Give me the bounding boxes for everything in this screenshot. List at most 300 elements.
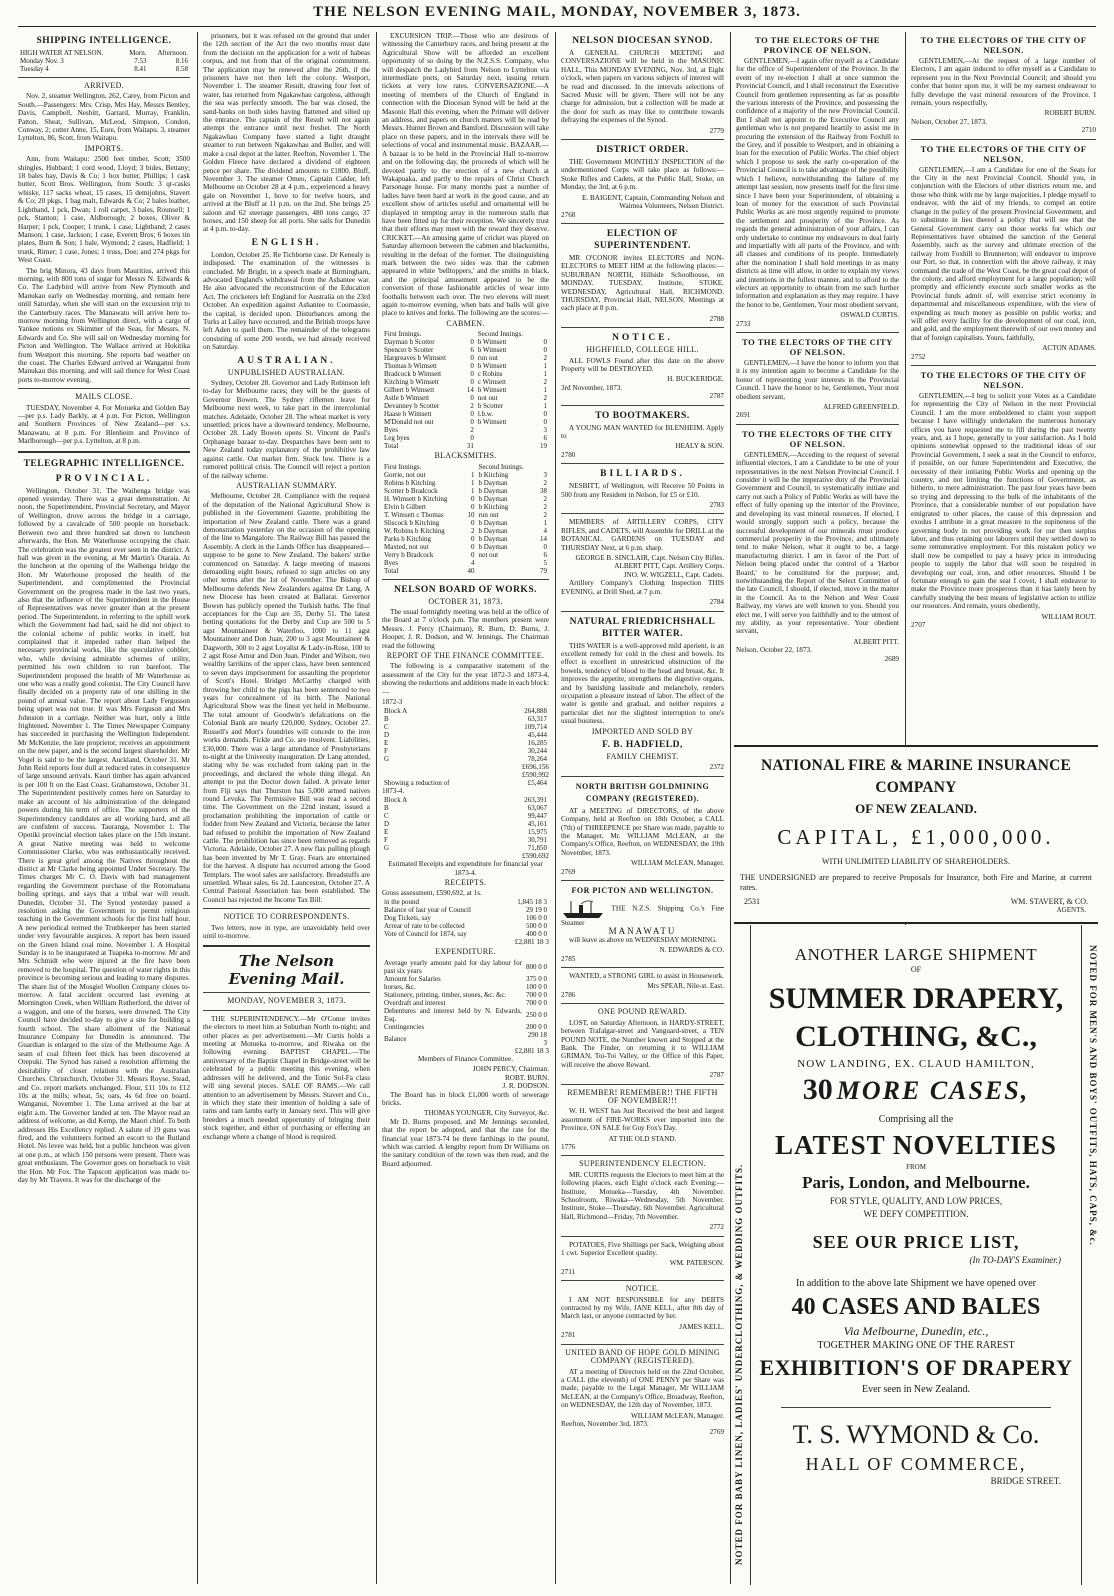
table-cell: T. Wimsett c Thomas [384,510,444,519]
table-row [382,346,549,354]
drapery-count: 30 [802,1073,833,1106]
table-cell: 0 [470,550,475,559]
correspondents-text: Two letters, now in type, are unavoidably held over until to-morrow. [203,923,370,941]
artillery-close: Artillery Company's Clothing Inspection THIS EVENING, at Drill Shed, at 7 p.m. [561,579,724,596]
wanted-text: WANTED, a STRONG GIRL to assist in Housework. [569,972,724,981]
table-row [382,442,549,450]
table-cell: Dayman b Scotter [384,338,435,347]
divider [561,1003,724,1004]
table-cell: 14 [466,386,474,395]
insurance-advertisement [734,745,1098,924]
table-cell: b Dayman [478,534,508,543]
divider [561,405,724,406]
table-cell: 38 [540,486,547,495]
table-cell: 31 [466,442,474,451]
electors-heading: TO THE ELECTORS OF THE CITY OF NELSON. [920,370,1087,390]
superintendency-text: MR. CURTIS requests the Electors to meet him at the following places, each Eight o'clock each Evening:— Institute, Motueka—Tuesday, 4th November. Schoolroom, Riwaka—Wednesday, 5th November. Institute, Stoke—Thursday, 6th November. Agricultural Hall, Richmond—Friday, 7th November. [561,1170,724,1221]
electors-text: GENTLEMEN,—Acceding to the request of several influential electors, I am a Candidate to be one of your representatives in the next Nelson Provincial Council. I consider it will be the imperative duty of the Provincial Government and Council, to systematically initiate and carry out such a Policy of Public Works as will have the effect of fully opening up the interior of the Province, and developing its vast mineral resources. If elected, I would strongly support such a policy, because the successful development of our minerals must produce commercial prosperity in the Province, and ultimately tend to make Nelson, what it ought to be, a large manufacturing district. I am in favor of the Port of Nelson being placed under the control of a 'Harbor Board,' to be constituted for the purpose; and, notwithstanding the Report of the Select Committee of the late Council, I should, if elected, move in the matter in the Council. As to the Nelson and West Coast Railway, my views are well known to you. Should you elect me, I will serve you faithfully and to the utmost of my ability, as your representative. Your obedient servant, [736,450,899,636]
australian-text: Sydney, October 28. Governor and Lady Robinson left to-day for Melbourne races; they will be the guests of Governor Bowen. The Sydney riflemen leave for Melbourne next week, to take part in the intercolonial matches. Adelaide, October 28. The wheat market is very unsettled; prices have a downward tendency. Melbourne, October 28. Lady Bowen opens St. Vincent de Paul's Orphanage bazaar to-day. Despatches have been sent to New Zealand today explanatory of the prohibitive law against cattle. Oat market firm. Stock low. There is a rumored political crisis. The Council will reject a portion of the railway scheme. [203,379,370,480]
table-cell: Overdraft and interest [384,998,446,1007]
band-of-hope-date: Reefton, November 3rd, 1873. [561,1419,649,1428]
table-row [382,402,549,410]
table-cell: Dog Tickets, say [384,913,431,922]
table-cell: 1 [470,478,475,487]
table-row [382,426,549,434]
notice-sub: HIGHFIELD, COLLEGE HILL. [586,345,699,355]
table-cell: 0 [470,494,475,503]
bitter-water-text: THIS WATER is a well-approved mild aperient, is an excellent remedy for cold in the chest and bowels. Its effect is excellent in unrestricted obstruction of the bowels, tendency of blood to the head and breast, &c. It improves the appetite, strengthens the digestive organs, and by banishing lassitude and melancholy, renders occupation a pleasure instead of labor. The effect of the water is gentle and gradual, and neither requires a particular diet nor the slightest interruption to one's usual business. [561,641,724,726]
cabmen-heading: CABMEN. [446,318,485,328]
ad-number: 2772 [709,1223,724,1232]
table-row [382,434,549,442]
table-cell: Byes [384,426,398,435]
table-row [382,386,549,394]
column-divider [730,32,731,1584]
table-cell: H. Wimsett b Kitching [384,494,448,503]
table-cell: b Dayman [478,526,508,535]
table-cell: b Dayman [478,542,508,551]
column-advertisements [561,32,724,1584]
table-cell: E [384,827,389,836]
table-cell: 2 [543,494,547,503]
drapery-line: Via Melbourne, Dunedin, etc., [843,1324,989,1338]
drapery-line: TOGETHER MAKING ONE OF THE RAREST [817,1340,1015,1351]
band-of-hope-sign: WILLIAM McLEAN, Manager. [630,1411,724,1420]
drapery-line: SEE OUR PRICE LIST, [812,1232,1020,1252]
surveyor-sign: THOMAS YOUNGER, City Surveyor, &c. [423,1109,549,1118]
ad-number: 2689 [884,654,899,663]
table-row [382,487,549,495]
table-cell: 264,888 [524,706,547,715]
electors-heading: TO THE ELECTORS OF THE CITY OF NELSON. [742,337,893,357]
table-cell: B [384,803,389,812]
table-cell: run out [477,354,498,363]
table-cell: 6 [470,346,474,355]
insurance-sign: WM. STAVERT, & CO. [1010,897,1088,906]
table-row [382,755,549,763]
table-cell: 45,161 [527,819,547,828]
table-cell: b Kitching [478,470,509,479]
divider [203,992,370,993]
electors-heading: TO THE ELECTORS OF THE CITY OF NELSON. [920,35,1087,55]
bitter-seller: F. B. HADFIELD, [602,739,683,750]
notice2-heading: NOTICE. [625,1284,660,1294]
table-cell: Parks b Kitching [384,534,432,543]
table-row [382,914,549,922]
table-cell: Haase b Wimsett [384,410,432,419]
committee-member: ROBT. BURN. [505,1073,549,1082]
remember-place: AT THE OLD STAND. [608,1134,677,1143]
drapery-line: WE DEFY COMPETITION. [863,1209,969,1219]
ad-number: 1776 [561,1142,576,1151]
divider [203,908,370,909]
ad-number: 2768 [561,210,576,219]
table-cell: Stationery, printing, timber, stones, &c. &c. [384,990,507,999]
expenditure-total: £2,881 18 3 [514,1046,549,1055]
table-cell: F [384,746,388,755]
table-cell: D [384,819,390,828]
table-row [382,747,549,755]
electors-heading: TO THE ELECTORS OF THE CITY OF NELSON. [742,428,893,449]
table-cell: Amount for Salaries [384,974,441,983]
column-divider [197,32,198,1584]
masthead: THE NELSON EVENING MAIL, MONDAY, NOVEMBER 3, 1873. [313,4,801,20]
table-row [382,519,549,527]
table-row [382,394,549,402]
ad-number: 2780 [561,450,576,459]
table-cell: b Dayman [478,494,508,503]
electors-sign: OSWALD CURTIS. [840,311,899,320]
reward-text: LOST, on Saturday Afternoon, in HARDY-STREET, between Trafalgar-street and Vanguard-street, a TEN POUND NOTE, the Number known and Stopped at the Bank. The Finder, on returning it to WILLIAM GRIMAN, Toi-Toi Valley, or the Office of this Paper, will receive the above Reward. [561,1018,724,1069]
blacksmiths-score-table [382,463,549,575]
table-row [382,922,549,930]
blacksmiths-heading: BLACKSMITHS. [434,451,497,461]
high-water-label: HIGH WATER AT NELSON. [20,49,104,57]
electors-heading: TO THE ELECTORS OF THE CITY OF NELSON. [920,143,1087,164]
committee-heading: Members of Finance Committee. [417,1054,513,1063]
notice-text: ALL FOWLS Found after this date on the above Property will be DESTROYED. [561,356,724,373]
table-cell: 106 0 0 [526,913,547,922]
divider [561,1084,724,1085]
table-cell: Hargreaves b Wimsett [384,354,447,363]
table-row [382,930,549,938]
table-cell: 19 [540,442,547,451]
band-of-hope-heading: UNITED BAND OF HOPE GOLD MINING COMPANY (REGISTERED). [565,1347,720,1366]
total-1872: £696,156 [522,762,549,771]
divider [561,611,724,612]
table-row [382,551,549,559]
drapery-line: LATEST NOVELTIES [775,1130,1057,1160]
table-cell [476,559,535,567]
table-cell: 2 [543,510,547,519]
ad-number: 2784 [709,598,724,607]
ad-number: 2781 [561,1331,576,1340]
table-cell: Balance of last year of Council [384,905,471,914]
table-cell: Total [384,442,399,451]
divider [561,223,724,224]
electors-date: Nelson, October 27, 1873. [911,117,987,126]
divider [203,1010,370,1011]
shipping-heading: SHIPPING INTELLIGENCE. [36,36,172,46]
drapery-line: Comprising all the [878,1114,954,1125]
table-cell: 0 [543,338,547,347]
australian-summary-heading: AUSTRALIAN SUMMARY. [236,480,337,490]
table-cell: 1 [543,402,547,411]
table-row [382,567,549,575]
correspondents-heading: NOTICE TO CORRESPONDENTS. [223,912,350,922]
table-cell: Block A [384,795,408,804]
table-cell: 800 0 0 [526,962,547,971]
divider [561,463,724,464]
divider [561,776,724,777]
table-cell: not out [477,394,498,403]
hw-aft: 8.58 [175,65,188,73]
table-cell: 1 [543,386,547,395]
picton-text2: will leave as above on WEDNESDAY MORNING. [569,935,718,944]
table-cell: G [384,754,390,763]
remember-heading: REMEMBER! REMEMBER!! THE FIFTH OF NOVEMBER!!! [567,1087,718,1105]
notice-date: 3rd November, 1873. [561,383,623,392]
column-divider [555,32,556,1584]
election-text: MR O'CONOR invites ELECTORS and NON-ELECTORS to MEET HIM at the following places:— SUBURBAN NORTH, Hillside Schoolhouse, on MONDAY. TUESDAY, Institute, STOKE. WEDNESDAY, Agricultural Hall, RICHMOND. THURSDAY, Provincial Hall, NELSON. Meetings at each place at 8 p.m. [561,253,724,313]
table-row [382,804,549,812]
table-row [382,1031,549,1047]
potatoes-sign: WM. PATERSON. [669,1259,724,1268]
editorial-text: THE SUPERINTENDENCY.—Mr O'Conor invites the electors to meet him at Suburban North to-night; and other places as per advertisement.—Mr Curtis holds a meeting at Motueka to-morrow, and Riwaka on the following evening. BAPTIST CHAPEL.—The anniversary of the Baptist Chapel in Bridge-street will be celebrated by a public meeting this evening, when addresses will be delivered, and the Tonic Sol-Fa class will sing several pieces. SALE OF RAMS.—We call attention to an advertisement by Messrs. Stavert and Co., in which they state their intention of holding a sale of rams and ram lambs early in January next. This will give breeders a much needed opportunity of bringing their stock together, and either of purchasing or effecting an exchange where a change of blood is required. [203,1014,370,1141]
electors-heading: TO THE ELECTORS OF THE PROVINCE OF NELSON. [755,35,880,55]
electors-date: Nelson, October 22, 1873. [736,646,812,655]
column-cables [203,32,370,1584]
table-row [382,828,549,836]
billiards-text: NESBITT, of Wellington, will Receive 50 Points in 500 from any Resident in Nelson, for £5 or £10. [561,482,724,499]
table-cell: b Wimsett [477,418,507,427]
australian-heading: AUSTRALIAN. [237,355,336,366]
divider [736,332,899,333]
table-cell: Arrear of rate to be collected [384,921,465,930]
table-cell: M'Donald not out [384,418,434,427]
notice-sign: H. BUCKERIDGE. [667,375,724,384]
board-resolution: Mr D. Burns proposed, and Mr Jennings seconded, that the report be adopted, and that the rate for the financial year 1873-74 be three farthings in the pound, which was carried. A lengthy report from Dr Williams on the sanitary condition of the town was then read, and the Board adjourned. [382,1117,549,1168]
divider [18,388,190,389]
arrived-text: Nov. 2, steamer Wellington, 262, Carey, from Picton and South.—Passengers: Mrs. Crisp, Mrs Hay, Messrs Bentley, Davis, Campbell, Nesbitt, Garrard, Murray, Franklin, Patton, Sheat, Sullivan, McLeod, Simpson, Condon, Conway, 2; cutter Anne, 15, Eure, from Waitapu. 3, steamer Lyttelton, 86, Scott, from Waitapu. [18,92,190,143]
table-cell: B [384,714,389,723]
column-divider [376,32,377,1584]
table-cell: 79 [540,566,547,575]
goldmining-sign: WILLIAM McLEAN, Manager. [630,859,724,868]
divider [203,945,370,947]
table-cell: D [384,730,390,739]
remember-text: W. H. WEST has Just Received the best and largest assortment of FIRE-WORKS ever imported into the Province, ON SALE for Guy Fox's Day. [561,1107,724,1133]
table-cell: 78,264 [527,754,547,763]
table-cell: 2 [543,378,547,387]
table-cell: Gorrie, not out [384,470,426,479]
table-cell: Average yearly amount paid for day labour for past six years [384,958,522,975]
divider [736,424,899,425]
table-row [382,378,549,386]
table-cell: C [384,811,389,820]
table-cell: Verry b Bradcock [384,550,434,559]
wanted-sign: Mrs SPEAR, Nile-st. East. [647,982,724,991]
table-cell: 0 [470,542,475,551]
drapery-line: EXHIBITION'S OF DRAPERY [759,1355,1073,1380]
insurance-title: NATIONAL FIRE & MARINE INSURANCE COMPANY [760,757,1072,796]
drapery-street: BRIDGE STREET. [990,1476,1061,1486]
table-cell: Balance [384,1034,407,1043]
electors-text: GENTLEMEN,—I am a Candidate for one of the Seats for the City in the next Provincial Council. Should you, in conjunction with the Electors of other districts return me, and those who think with me by large majorities, I pledge myself to endeavor, with the aid of my friends, to compel an entire change in the policy of the present Provincial Government, and to substitute in lieu thereof a policy that will see that the General Government carry out those works for which our Representatives have obtained the sanction of the General Assembly, such as the survey and ultimate erection of the railway from Foxhill to Brunnerton; will endeavor to improve our Port, so that, in connection with the above railway, it may command the trade of the West Coast, be the great coal depot of the colony, and afford employment for a large population; will promptly and efficiently execute such smaller works as the Provincial funds admit of, will exercise strict economy in departmental and miscellaneous expenditure, with the view of expending as much money as possible on public works; and will offer every facility for the development of our coal, iron, and gold, and the employment therewith of our own money and that of foreign capitalists. Yours, faithfully, [911,165,1096,342]
table-cell [476,567,535,575]
table-cell: 0 [470,434,474,443]
table-row [382,503,549,511]
table-cell: 5 [543,558,547,567]
picton-heading: FOR PICTON AND WELLINGTON. [571,886,714,896]
table-cell: Robins b Kitching [384,478,436,487]
total-1873: £590,692 [522,851,549,860]
bootmakers-sign: HEALY & SON. [675,442,724,451]
table-cell: 63,317 [527,714,547,723]
potatoes-text: POTATOES, Five Shillings per Sack, Weighing about 1 cwt. Superior Excellent quality. [561,1240,724,1258]
ad-number: 2787 [709,1071,724,1080]
table-cell: 4 [543,526,547,535]
table-row [382,511,549,519]
election-heading: ELECTION OF SUPERINTENDENT. [594,228,691,251]
drapery-line: MORE CASES, [836,1076,1030,1105]
table-cell: Kitching b Wimsett [384,378,439,387]
finance-text: The following is a comparative statement of the assessment of the City for the year 1872-3 and 1873-4, showing the reductions and additions made in each block:— [382,662,549,696]
table-cell: not out [478,550,499,559]
drapery-line: NOW LANDING, EX. CLAUD HAMILTON, [797,1058,1035,1070]
drapery-line: (In TO-DAY'S Examiner.) [969,1255,1061,1265]
table-row [382,707,549,715]
table-cell: G [384,843,390,852]
drapery-advertisement [734,925,1098,1585]
ad-number: 2769 [709,1428,724,1437]
notice2-text: I AM NOT RESPONSIBLE for any DEBTS contracted by my Wife, JANE KELL, after 8th day of March last, or anyone contracted by her. [561,1295,724,1321]
expenditure-heading: EXPENDITURE. [435,947,496,957]
ad-number: 2691 [736,411,751,420]
table-cell: b Kitching [478,502,509,511]
drapery-line: FOR STYLE, QUALITY, AND LOW PRICES, [829,1196,1003,1206]
committee-member: J. R. DODSON. [502,1082,549,1091]
table-cell: 1 [543,370,547,379]
assessment-1872-table [382,707,549,763]
table-cell: 2 [470,426,474,435]
electors-text: GENTLEMEN,—I have the honor to inform you that it is my intention again to become a Candidate for the honor of representing your interests in the Provincial Council. I have the honor to be, Gentlemen, Your most obedient servant, [736,359,899,401]
table-cell: 700 0 0 [526,990,547,999]
drapery-line: ANOTHER LARGE SHIPMENT [794,945,1038,964]
electors-sign: ACTON ADAMS. [1042,344,1096,353]
hw-aft: 8.16 [175,57,188,65]
provincial-heading: PROVINCIAL. [55,473,153,484]
table-cell: 2 [543,394,547,403]
electors-sign: ROBERT BURN. [1044,109,1096,118]
table-cell: 1 [543,518,547,527]
table-cell: 15,975 [527,827,547,836]
table-cell: b Dayman [478,486,508,495]
table-cell: 0 [470,410,474,419]
ad-number: 2733 [736,319,751,328]
ad-number: 2786 [561,990,576,999]
assessment-1873-table [382,796,549,852]
insurance-agents: AGENTS. [1056,906,1086,914]
table-cell: 290 18 3 [527,1030,547,1047]
table-cell: in the pound [384,897,419,906]
drapery-line: CLOTHING, &C., [795,1020,1037,1053]
drapery-line: Ever seen in New Zealand. [861,1384,970,1395]
table-cell: 63,067 [527,803,547,812]
table-cell: 2 [543,354,547,363]
synod-text: A GENERAL CHURCH MEETING and CONVERSAZIONE will be held in the MASONIC HALL, This MONDAY EVENING, Nov. 3rd, at Eight o'clock, when papers on various subjects of interest will be read and discussed. In the intervals selections of Sacred Music will be given. There will not be any charge for admission, but a collection will be made at the door for such as may like to contribute towards defraying the expenses of the Synod. [561,49,724,125]
ad-number: 2531 [744,897,760,906]
table-cell: b Dayman [478,518,508,527]
picton-sign: N. EDWARDS & CO. [659,946,724,955]
expenditure-table [382,959,549,1047]
ad-number: 2787 [709,392,724,401]
bitter-chemist: FAMILY CHEMIST. [606,751,679,761]
drapery-line: FROM [906,1163,926,1171]
table-row [382,731,549,739]
table-cell: b Wimsett [477,338,507,347]
goldmining-heading: NORTH BRITISH GOLDMINING COMPANY (REGISTERED). [575,781,710,803]
ad-number: 2769 [561,867,576,876]
table-cell: 45,444 [527,730,547,739]
table-cell [476,434,536,442]
table-row [382,418,549,426]
table-row [382,715,549,723]
cabmen-score-table [382,330,549,450]
divider [561,1236,724,1237]
electors-text: GENTLEMEN,—I beg to solicit your Votes as a Candidate for representing the City of Nelson in the next Provincial Council. I am the more emboldened to claim your support because I have willingly undertaken the numerous honorary offices you have requested me to fill during the past twenty years, and, as I hope, generally to your satisfaction. As I hold opinions somewhat opposed to the traditional ideas of our Provincial Government, I seek a seat in the Council to enforce, if possible, on our future Superintendent and Executive, the necessity of their initiating Public Works and opening up the country, and not limiting the functions of Government, as hitherto, to mere administration. The past four years have been so trying and depressing to the bulk of the inhabitants of the Province, that a considerable number of our population have emigrated to other places, the cause of this depression and exodus I attribute in a great measure to the supineness of the governing body in not providing work for our then surplus labor, and thus retaining our laborers until they settled down to some remunerative employment. For this mistaken policy we shall now be compelled to pay a heavy price in introducing people to supply the labor that will soon be required in developing our coal, iron, and other resources. Should I be fortunate enough to gain the seat I covet, I shall endeavor to make the Province more prosperous than it has lately been by carefully studying the best means of legislative action to utilize our resources. And remain, yours obediently, [911,392,1096,611]
divider [561,880,724,881]
table-row [382,495,549,503]
table-cell: run out [478,510,499,519]
goldmining-text: AT a MEETING of DIRECTORS, of the above Company, held at Reefton on 18th October, a CALL (7th) of THREEPENCE per Share was made, payable to the Manager, Mr. WILLIAM McLEAN, at the Company's Office, Reefton, on WEDNESDAY, the 19th November, 1873. [561,806,724,857]
table-row [382,354,549,362]
table-cell: 0 [470,502,475,511]
australian-summary-text: Melbourne, October 28. Compliance with the request of the deputation of the National Agricultural Show is published in the Government Gazette, prohibiting the importation of New Zealand cattle. There was a grand demonstration yesterday on the occasion of the opening of the line to Mangalore. The Railway Bill has passed the Assembly. A clerk in the Lands Office has disappeared—suppose to be gone to New Zealand. The bakers' strike commenced on Saturday. A large meeting of masons demanding eight hours, refused to sign articles on any other terms after the 1st of November. The Bishop of Melbourne defends New Zealanders against Dr Lang. A new Diocese has been created at Ballarat. Governor Bowen has publicly opened the Turkish baths. The final acceptances for the Cup are 35, Derby 51. The latest betting quotations for the Derby and Cup are 500 to 5 agst Mountaineer & Waterloo, 1000 to 11 agst Mountaineer and Don Juan, 200 to 3 agst Mountaineer & Dagworth, 300 to 2 agst Loyalist & Lady-in-Rose, 100 to 2 agst Rose Amur and Don Juan. Pinder and Wilson, two wealthy larrikins of the upper class, have been sentenced to seven days imprisonment for assaulting the proprietor of Scott's Hotel. Bridget McCarthy charged with throwing her child to the pigs has been sentenced to two years for concealment of its birth. The National Agricultural Show was the finest yet held in Melbourne. The total amount of Goodwin's defalcations on the Colonial Bank are nearly £20,000. Sydney, October 27. Russell's and Mort's foundries will concede to the iron works demands. Fickle and Co. are insolvent. Liabilities, £30,000. There was a large attendance of Presbyterians to-night at the University inauguration. Dr Lang attended, stating why he was excluded from taking part in the proceedings, and declared the whole thing illegal. An attempt to put the Doctor down failed. A private letter from Fiji says that Thurston has 5,000 armed natives round Levuka. The Permissive Bill was read a second time. The Government on the 22nd instant, issued a proclamation prohibiting the importation of cattle or fodder from New Zealand and Victoria, because the latter had refused to prohibit the importation of New Zealand cattle. The prohibition has since been removed as regards Victoria. Adelaide, October 27. A new flax pulling plough has been invented by Mr T. Gray. Fears are entertained for the harvest. A dispute has occurred among the Good Templars. The wool sales are satisfactory. Breadstuffs are unsettled. Wheat sales, 6s 2d. Launceston, October 27. A Central Pastoral Association has been established. The Council has rejected the Income Tax Bill. [203,492,370,904]
table-cell: 375 0 0 [526,974,547,983]
paper-date: MONDAY, NOVEMBER 3, 1873. [227,996,346,1006]
divider [561,513,724,514]
divider [911,365,1096,366]
table-cell: 1,845 18 3 [517,897,547,906]
committee-member: JOHN PERCY, Chairman. [472,1065,549,1074]
innings-col: Second Innings. [477,330,523,339]
picton-ship: MANAWATU [608,926,677,937]
reduction-row [382,779,549,787]
bootmakers-text: A YOUNG MAN WANTED for BLENHEIM. Apply to [561,423,724,440]
district-heading: DISTRICT ORDER. [596,145,689,156]
board-date: OCTOBER 31, 1873. [428,596,503,606]
line-1872: £590,992 [522,770,549,779]
table-cell: 0 [470,338,474,347]
table-cell: Leg byes [384,434,410,443]
table-row [382,1007,549,1023]
table-cell: 4 [470,558,475,567]
table-cell: 29 19 0 [526,905,547,914]
table-row [382,362,549,370]
board-heading: NELSON BOARD OF WORKS. [394,584,537,595]
table-cell: 1 [543,362,547,371]
billiards-heading: BILLIARDS. [600,469,685,480]
table-row [382,479,549,487]
divider [911,139,1096,140]
ad-number: 2752 [911,352,926,361]
table-row [382,898,549,906]
picton-text: THE N.Z.S. Shipping Co.'s Fine Steamer [561,904,724,928]
vertical-banner-right: NOTED FOR MEN'S AND BOYS' OUTFITS, HATS, CAPS, &c. [1088,945,1098,1246]
telegraphic-text: Wellington, October 31. The Waihenga bridge was opened yesterday. There was a great demonstration. At noon, the Superintendent, Provincial Secretary, and Mayor of Wellington, drove across the bridge in a carriage, followed by a cavalcade of 500 people on horseback. Between two and three hundred sat down to luncheon afterwards, the Hon. Mr Waterhouse occupying the chair. The celebration was the greatest ever seen in the district. A ball was given in the evening, at Mr Martin's Otaraia. At the luncheon at the opening of the Waihenga bridge the Hon. Mr Waterhouse proposed the health of the Superintendent, and complimented the Provincial Government on the progress made in the last two years, also that the influence of the Superintendent in the House of Representatives was never greater than at the present period. The Superintendent, in referring to the uphill work which the Government had had, said he did not object to the colonial scheme of public works in itself, but complained that it impeded rather than helped the necessary provincial works, like the speculative cobbler, who, while devising admirable schemes of utility, permitted his own children to run barefoot. The Superintendent proposed the health of Mr Waterhouse as one who was a really good colonist. The City Council have finally decided on a property rate of one shilling in the pound of annual value. The report about Lady Fergusson being upset was not true. It was Mrs Ferguson and Mrs Johnston in a carriage. Neither was hurt, only a little frightened. November 1. The Times Newspaper Company has succeeded in purchasing the Wellington Independent. Mr McKenzie, the late proprietor, receives an appointment on the new paper, and is the second largest shareholder. Mr Vogel is said to be the largest. Auckland, October 31. Mr John Reid reports four dull at reduced rates in consequence of large unsound arrivals. Kauri timber has again advanced is per 100 ft on the East Coast. Grahamstown, October 31. The Superintendent positively comes here on Saturday to make an account of his administration of the delegated powers during his term of office. The supporters of the Superintendency candidates are all working hard, and all are confident of success. Tauranga, November 1. The Opotiki provincial election takes place on the 15th instant. A great Native meeting was held to welcome Commissioner Clarke, who was enthusiastically received. There is great grief among the Natives throughout the district at Mr Clarke being appointed Under Secretary. The Times charges Mr C. O. Davis with bad management regarding the Government purchase of the Rotomahana boiling springs, and says that a tribal war will result. Dunedin, October 31. The Synod yesterday passed a resolution asking the Government to permit religious teaching in the Government schools for the first half hour. A new periodical termed the Truthkeeper has been started under very favourable auspices. A report has been issued on the Green Island coal mine. November 1. A Hospital Sunday is to be inaugurated at Tuapeka to-morrow. Mr and Mrs Schmidt who were injured at the fire have been removed to the hospital. The question of water rights in this province is becoming serious and leading to many disputes. The share list of the Mosgiel Woollen Company closes to-morrow. A fatal accident occurred last evening at Mornington Creek, when William Rutherford, the driver of a waggon, and one of the horses, were drowned. The City Council have decided to-day to give a site for building a fourth school. The share allotment of the National Insurance Company for Dunedin is announced. The Guardian is enlarged to the size of the Melbourne Age. A seam of coal fifteen feet thick has been discovered at Orepuki. The Synod has raised a resolution affirming the desirability of closer relations with the Australian Churches. Christchurch, October 31. Messrs Royse, Stead, and Co. report markets unchanged. Flour, £11 10s to £12 10s at the mills; wheat, 5s; oats, 4s 6d free on board. Wanganui, November 1. The Luna arrived at the bar at eight a.m. The Governor landed at ten. The Mayor read an address of welcome, as did Kemp, the Maori chief. To both addresses His Excellency replied. A salute of 19 guns was fired, and the volunteers formed an escort to the Rutland Hotel. No levee was held, but a public luncheon was given at one p.m., at which 150 persons were present. There was great enthusiasm. The Governor goes on horseback to visit the Hon. Mr Fox. The Tapscott application was made to-day by Mr Travers. It was for the discharge of the [18,486,190,1184]
table-cell: 30,791 [527,835,547,844]
table-row [382,559,549,567]
table-cell: 0 [543,542,547,551]
table-cell: 6 [543,550,547,559]
table-cell: 0 [470,378,474,387]
electors-text: GENTLEMEN,—I again offer myself as a Candidate for the office of Superintendent of the Province. In the event of my re-election I shall at once summon the Provincial Council, and I shall reconstruct the Executive Council from gentlemen representing as far as possible the various interests of the Province, and possessing the confidence of a majority of the new Provincial Council. But I shall not appoint to the Executive Council any gentleman who is not prepared heartily to assist me in procuring the extension of the Railway from Foxhill to the Grey, and if possible to Westport, and in obtaining a loan for the execution of Public Works. The chief object which I propose to seek the early co-operation of the Provincial Council is to take advantage of the possibility which I believe, notwithstanding the failure of my attempt last session, now presents itself for the first time since I have been your Superintendent, of obtaining a loan of money for the execution of such Provincial Public Works as are most urgently required to promote the settlement and prosperity of the Province. As regards the general administration of your affairs, I can only undertake to continue my endeavours to deal fairly and impartially with all parts of the Province, and with all classes and conditions of its people. Immediately after the nomination I shall hold meetings in as many districts as time will allow, in order to explain my views and intentions in the fullest manner, and to afford to the electors an opportunity to obtain from me such further information and explanation as they may require. I have the honor to be, Gentlemen, Your most obedient servant, [736,57,899,309]
table-row [382,983,549,991]
table-cell: 2 [543,478,547,487]
column-shipping-telegraphic [18,32,190,1584]
table-cell: 200 0 0 [526,1022,547,1031]
table-row [382,812,549,820]
drapery-line: In addition to the above late Shipment we have opened over [796,1278,1036,1289]
table-cell: F [384,835,388,844]
table-row [382,820,549,828]
hw-day: Tuesday [20,65,44,73]
column-election-addresses-2 [911,32,1096,742]
table-cell: b Wimsett [477,346,507,355]
table-cell: Sliscock b Kitching [384,518,440,527]
drapery-line: Paris, London, and Melbourne. [802,1173,1030,1192]
